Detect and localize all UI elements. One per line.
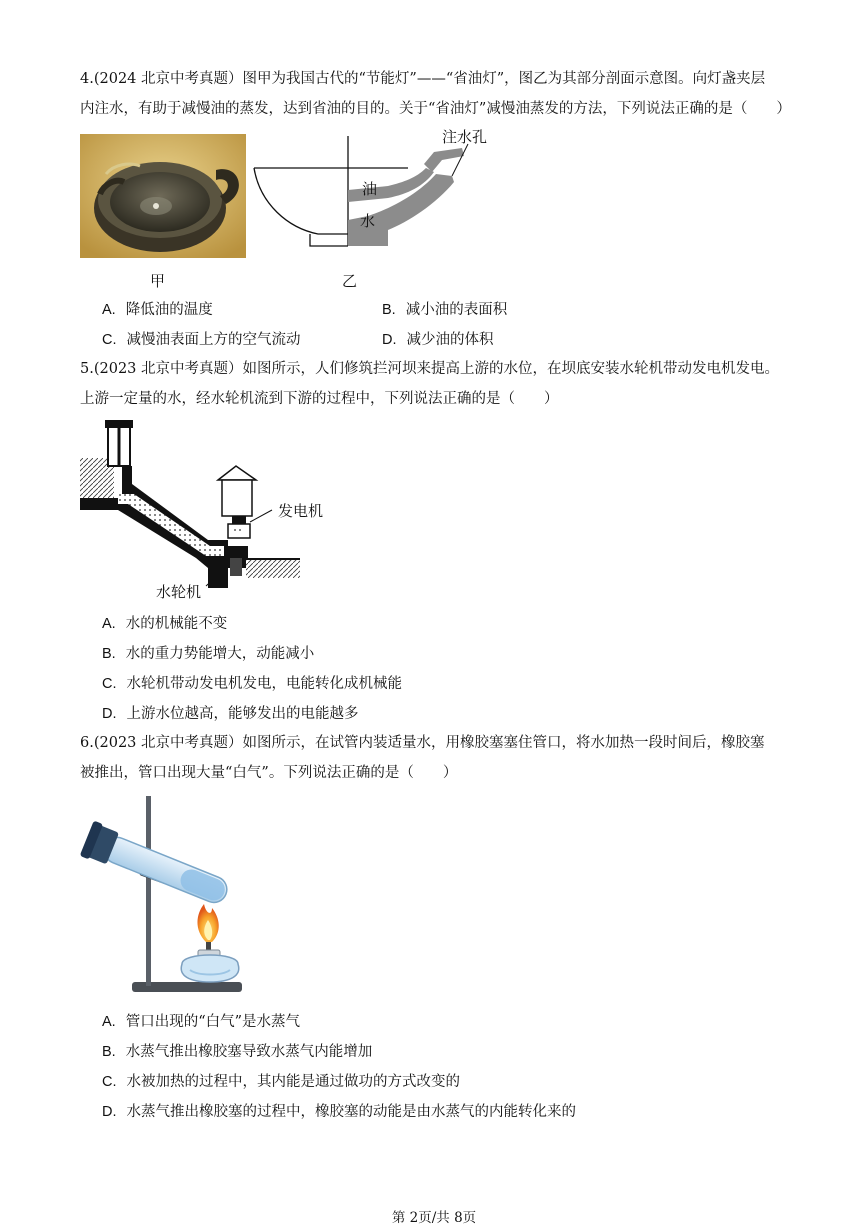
question-5-stem-line1: 5.(2023 北京中考真题）如图所示，人们修筑拦河坝来提高上游的水位，在坝底安装水轮机带动发电机发电。 xyxy=(80,361,780,377)
question-5 xyxy=(80,354,800,414)
question-6-stem-line1: 6.(2023 北京中考真题）如图所示，在试管内装适量水，用橡胶塞塞住管口，将水加热一段时间后，橡胶塞 xyxy=(80,735,765,751)
q4-option-a[interactable]: A. 降低油的温度 xyxy=(102,302,213,318)
q5-option-b[interactable]: B. 水的重力势能增大，动能减小 xyxy=(102,646,315,662)
q4-option-b[interactable]: B. 减小油的表面积 xyxy=(382,302,508,318)
q4-option-c[interactable]: C. 减慢油表面上方的空气流动 xyxy=(102,332,301,348)
question-4-stem-line1: 4.(2024 北京中考真题）图甲为我国古代的“节能灯”——“省油灯”，图乙为其部分剖面示意图。向灯盏夹层 xyxy=(80,71,766,87)
question-6-stem-line2: 被推出，管口出现大量“白气”。下列说法正确的是（ ） xyxy=(80,765,458,781)
q6-option-a[interactable]: A. 管口出现的“白气”是水蒸气 xyxy=(102,1014,301,1030)
q5-option-c[interactable]: C. 水轮机带动发电机发电，电能转化成机械能 xyxy=(102,676,402,692)
figure-yi-label: 乙 xyxy=(342,272,358,290)
q5-option-a[interactable]: A. 水的机械能不变 xyxy=(102,616,228,632)
generator-label: 发电机 xyxy=(278,502,324,520)
q6-option-d[interactable]: D. 水蒸气推出橡胶塞的过程中，橡胶塞的动能是由水蒸气的内能转化来的 xyxy=(102,1104,576,1120)
turbine-label: 水轮机 xyxy=(156,583,202,601)
inlet-label: 注水孔 xyxy=(442,128,488,146)
question-4-stem-line2: 内注水，有助于减慢油的蒸发，达到省油的目的。关于“省油灯”减慢油蒸发的方法，下列说法正确的是（ ） xyxy=(80,101,791,117)
oil-lamp-photo xyxy=(80,134,246,258)
water-label: 水 xyxy=(360,212,376,230)
question-4 xyxy=(80,64,800,124)
figure-jia-label: 甲 xyxy=(150,272,166,290)
test-tube-heating-diagram xyxy=(78,792,258,998)
q6-option-c[interactable]: C. 水被加热的过程中，其内能是通过做功的方式改变的 xyxy=(102,1074,460,1090)
question-6 xyxy=(80,728,800,788)
oil-label: 油 xyxy=(362,180,378,198)
dam-turbine-diagram xyxy=(78,418,308,598)
q6-option-b[interactable]: B. 水蒸气推出橡胶塞导致水蒸气内能增加 xyxy=(102,1044,373,1060)
page-footer: 第 2页/共 8页 xyxy=(391,1210,477,1226)
question-5-stem-line2: 上游一定量的水，经水轮机流到下游的过程中，下列说法正确的是（ ） xyxy=(80,391,559,407)
q4-option-d[interactable]: D. 减少油的体积 xyxy=(382,332,494,348)
q5-option-d[interactable]: D. 上游水位越高，能够发出的电能越多 xyxy=(102,706,359,722)
